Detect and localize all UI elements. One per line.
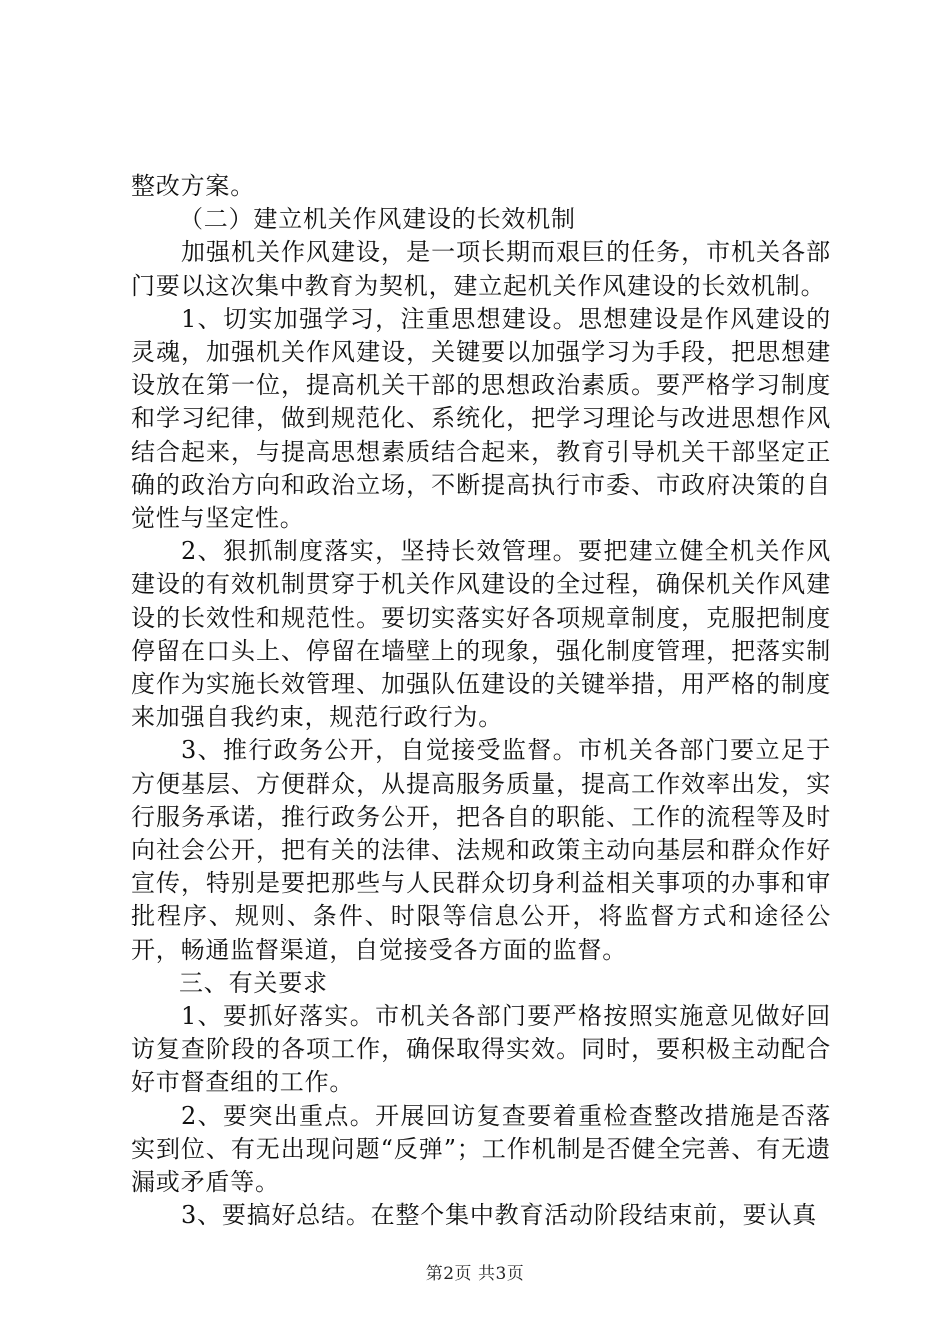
paragraph: 1、要抓好落实。市机关各部门要严格按照实施意见做好回访复查阶段的各项工作，确保取得实效。同时，要积极主动配合好市督查组的工作。 (131, 1002, 831, 1097)
document-body (131, 170, 831, 1233)
paragraph: 1、切实加强学习，注重思想建设。思想建设是作风建设的灵魂，加强机关作风建设，关键要以加强学习为手段，把思想建设放在第一位，提高机关干部的思想政治素质。要严格学习制度和学习纪律，做到规范化、系统化，把学习理论与改进思想作风结合起来，与提高思想素质结合起来，教育引导机关干部坚定正确的政治方向和政治立场，不断提高执行市委、市政府决策的自觉性与坚定性。 (131, 304, 831, 533)
page-footer (0, 1259, 950, 1284)
section-heading: 三、有关要求 (179, 968, 328, 997)
paragraph: 3、要搞好总结。在整个集中教育活动阶段结束前，要认真 (181, 1201, 818, 1230)
paragraph-continuation: 整改方案。 (131, 172, 255, 200)
section-heading: （二）建立机关作风建设的长效机制 (179, 205, 576, 234)
paragraph: 3、推行政务公开，自觉接受监督。市机关各部门要立足于方便基层、方便群众，从提高服务质量，提高工作效率出发，实行服务承诺，推行政务公开，把各自的职能、工作的流程等及时向社会公开，把有关的法律、法规和政策主动向基层和群众作好宣传，特别是要把那些与人民群众切身利益相关事项的办事和审批程序、规则、条件、时限等信息公开，将监督方式和途径公开，畅通监督渠道，自觉接受各方面的监督。 (131, 736, 831, 964)
page-number-label: 第2页 共3页 (425, 1264, 525, 1284)
paragraph: 2、要突出重点。开展回访复查要着重检查整改措施是否落实到位、有无出现问题“反弹”；工作机制是否健全完善、有无遗漏或矛盾等。 (131, 1101, 831, 1197)
paragraph: 加强机关作风建设，是一项长期而艰巨的任务，市机关各部门要以这次集中教育为契机，建立起机关作风建设的长效机制。 (131, 238, 831, 300)
paragraph: 2、狠抓制度落实，坚持长效管理。要把建立健全机关作风建设的有效机制贯穿于机关作风建设的全过程，确保机关作风建设的长效性和规范性。要切实落实好各项规章制度，克服把制度停留在口头上、停留在墙壁上的现象，强化制度管理，把落实制度作为实施长效管理、加强队伍建设的关键举措，用严格的制度来加强自我约束，规范行政行为。 (131, 537, 831, 732)
